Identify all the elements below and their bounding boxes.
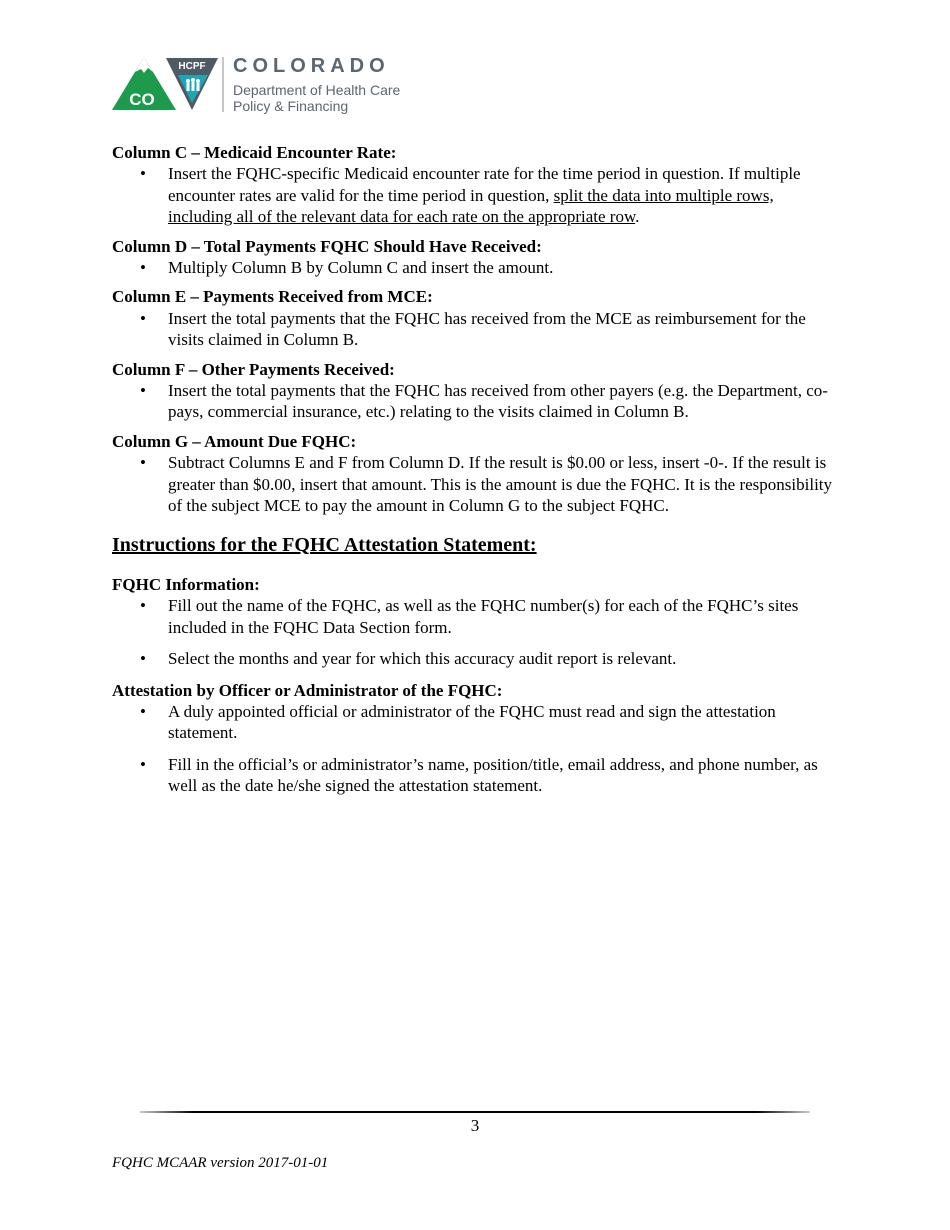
column-c-bullet — [168, 163, 842, 227]
officer-heading: Attestation by Officer or Administrator of the FQHC: — [112, 680, 503, 700]
logo-dept-line-2: Policy & Financing — [233, 98, 349, 114]
column-g-bullet: • Subtract Columns E and F from Column D. If the result is $0.00 or less, insert -0-. If the result is greater than $0.00, insert that amount. This is the amount is due the FQHC. It is the responsibility of the subject MCE to pay the amount in Column G to the subject FQHC. — [168, 452, 842, 516]
logo-co-text: CO — [129, 90, 155, 109]
column-c-underlined-text: split the data into multiple rows, including all of the relevant data for each rate on the appropriate row — [168, 185, 774, 227]
page-number: 3 — [470, 1116, 480, 1135]
column-d-bullet: • Multiply Column B by Column C and insert the amount. — [168, 257, 842, 278]
column-g-heading: Column G – Amount Due FQHC: — [112, 431, 357, 451]
document-body — [112, 142, 842, 807]
officer-bullet: • Fill in the official’s or administrator’s name, position/title, email address, and phone number, as well as the date he/she signed the attestation statement. — [168, 754, 842, 797]
logo-department-name — [233, 82, 400, 114]
document-version: FQHC MCAAR version 2017-01-01 — [112, 1155, 329, 1171]
column-e-bullet: • Insert the total payments that the FQHC has received from the MCE as reimbursement for the visits claimed in Column B. — [168, 308, 842, 351]
column-f-list — [112, 380, 842, 423]
logo-badge-text: HCPF — [178, 61, 206, 72]
column-c-list — [112, 163, 842, 227]
colorado-mountain-logo-icon — [110, 55, 235, 115]
column-d-list — [112, 257, 842, 278]
logo-dept-line-1: Department of Health Care — [233, 82, 401, 98]
fqhc-info-heading: FQHC Information: — [112, 574, 260, 594]
officer-bullet: • A duly appointed official or administrator of the FQHC must read and sign the attestation statement. — [168, 701, 842, 744]
fqhc-info-bullet: • Fill out the name of the FQHC, as well as the FQHC number(s) for each of the FQHC’s sites included in the FQHC Data Section form. — [168, 595, 842, 638]
column-e-heading: Column E – Payments Received from MCE: — [112, 287, 433, 307]
column-c-bullet-end: . — [635, 207, 640, 227]
column-c-bullet-text: Insert the FQHC-specific Medicaid encounter rate for the time period in question. If multiple encounter rates are valid for the time period in question, — [168, 164, 801, 205]
column-d-heading: Column D – Total Payments FQHC Should Have Received: — [112, 236, 542, 256]
officer-list — [112, 701, 842, 797]
attestation-section-title: Instructions for the FQHC Attestation Statement: — [112, 533, 537, 556]
column-c-heading: Column C – Medicaid Encounter Rate: — [112, 143, 397, 162]
footer-divider — [140, 1111, 810, 1113]
column-g-list — [112, 452, 842, 516]
column-e-list — [112, 308, 842, 351]
column-f-bullet: • Insert the total payments that the FQHC has received from other payers (e.g. the Department, co-pays, commercial insurance, etc.) relating to the visits claimed in Column B. — [168, 380, 842, 423]
column-f-heading: Column F – Other Payments Received: — [112, 359, 395, 379]
fqhc-info-bullet: • Select the months and year for which this accuracy audit report is relevant. — [168, 648, 842, 669]
fqhc-info-list — [112, 595, 842, 669]
logo-state-name: COLORADO — [233, 55, 390, 77]
